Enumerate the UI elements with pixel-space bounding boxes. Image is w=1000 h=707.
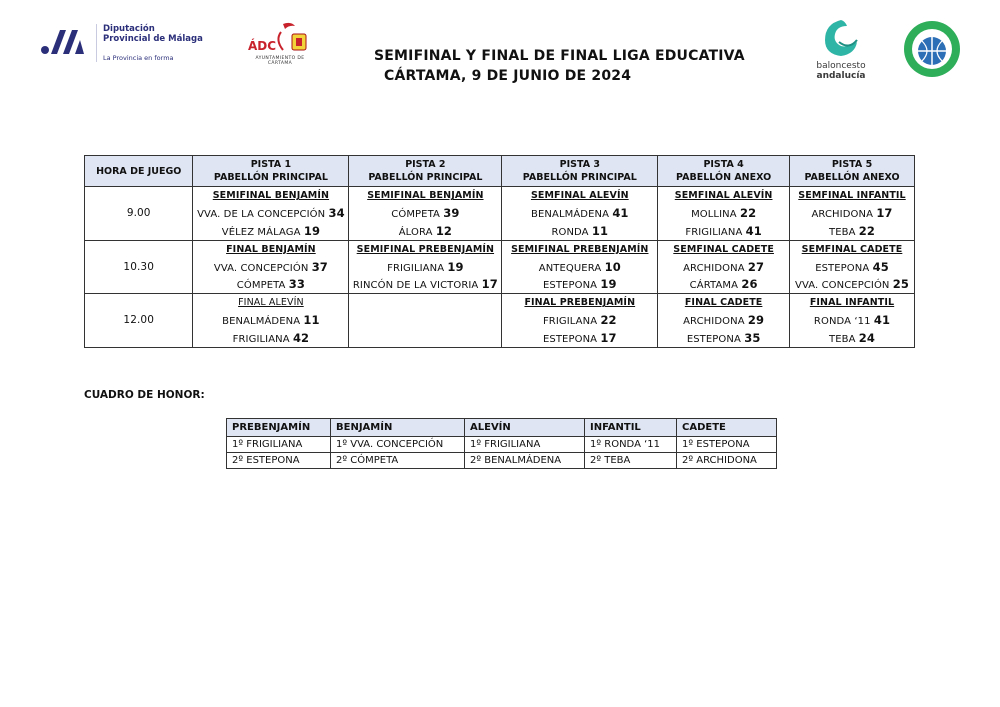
team-score: ESTEPONA 19 bbox=[502, 276, 658, 294]
honor-header: BENJAMÍN bbox=[331, 419, 465, 437]
honor-header-row bbox=[227, 419, 777, 437]
honor-cell: 1º FRIGILIANA bbox=[465, 437, 585, 453]
header-hora: HORA DE JUEGO bbox=[85, 156, 193, 187]
team-score: BENALMÁDENA 41 bbox=[502, 205, 658, 223]
honor-cell: 2º CÓMPETA bbox=[331, 453, 465, 469]
team-score: VVA. CONCEPCIÓN 37 bbox=[193, 258, 349, 276]
baloncesto-andalucia-logo bbox=[810, 18, 872, 80]
match-category: FINAL PREBENJAMÍN bbox=[502, 294, 658, 312]
team-score: TEBA 22 bbox=[790, 222, 915, 240]
team-score: ANTEQUERA 10 bbox=[502, 258, 658, 276]
table-row bbox=[85, 222, 915, 240]
team-score: ESTEPONA 17 bbox=[502, 329, 658, 347]
table-row bbox=[227, 453, 777, 469]
diputacion-logo bbox=[40, 24, 203, 62]
team-score: VVA. CONCEPCIÓN 25 bbox=[790, 276, 915, 294]
team-score bbox=[349, 329, 502, 347]
circular-basketball-logo-icon bbox=[903, 20, 961, 78]
team-score: CÓMPETA 33 bbox=[193, 276, 349, 294]
adc-logo bbox=[245, 20, 315, 66]
honor-cell: 2º BENALMÁDENA bbox=[465, 453, 585, 469]
team-score: BENALMÁDENA 11 bbox=[193, 312, 349, 330]
team-score: ARCHIDONA 17 bbox=[790, 205, 915, 223]
match-category: SEMIFINAL BENJAMÍN bbox=[349, 187, 502, 205]
adc-mark-text: ÁDC bbox=[248, 39, 277, 53]
schedule-table bbox=[84, 155, 915, 348]
honor-header: ALEVÍN bbox=[465, 419, 585, 437]
team-score: FRIGILIANA 41 bbox=[658, 222, 790, 240]
baloncesto-swirl-icon bbox=[819, 18, 863, 58]
honor-title: CUADRO DE HONOR: bbox=[84, 389, 205, 401]
honor-cell: 2º TEBA bbox=[585, 453, 677, 469]
table-row bbox=[85, 294, 915, 312]
table-row bbox=[227, 437, 777, 453]
adc-caption: AYUNTAMIENTO DE CÁRTAMA bbox=[255, 56, 305, 66]
team-score: VÉLEZ MÁLAGA 19 bbox=[193, 222, 349, 240]
team-score: CÁRTAMA 26 bbox=[658, 276, 790, 294]
table-row bbox=[85, 187, 915, 205]
match-category bbox=[349, 294, 502, 312]
honor-cell: 1º FRIGILIANA bbox=[227, 437, 331, 453]
match-category: SEMIFINAL PREBENJAMÍN bbox=[502, 240, 658, 258]
match-category: FINAL BENJAMÍN bbox=[193, 240, 349, 258]
header-pista-4: PISTA 4 PABELLÓN ANEXO bbox=[658, 156, 790, 187]
team-score: CÓMPETA 39 bbox=[349, 205, 502, 223]
table-row bbox=[85, 276, 915, 294]
honor-cell: 2º ESTEPONA bbox=[227, 453, 331, 469]
team-score: ÁLORA 12 bbox=[349, 222, 502, 240]
honor-table bbox=[226, 418, 777, 469]
match-category: SEMIFINAL PREBENJAMÍN bbox=[349, 240, 502, 258]
honor-header: INFANTIL bbox=[585, 419, 677, 437]
honor-cell: 1º VVA. CONCEPCIÓN bbox=[331, 437, 465, 453]
team-score: FRIGILIANA 19 bbox=[349, 258, 502, 276]
title-line-2: CÁRTAMA, 9 DE JUNIO DE 2024 bbox=[384, 68, 632, 84]
match-category: SEMIFINAL BENJAMÍN bbox=[193, 187, 349, 205]
honor-cell: 2º ARCHIDONA bbox=[677, 453, 777, 469]
team-score: RINCÓN DE LA VICTORIA 17 bbox=[349, 276, 502, 294]
team-score: VVA. DE LA CONCEPCIÓN 34 bbox=[193, 205, 349, 223]
team-score: FRIGILANA 22 bbox=[502, 312, 658, 330]
header-pista-5: PISTA 5 PABELLÓN ANEXO bbox=[790, 156, 915, 187]
honor-cell: 1º RONDA ‘11 bbox=[585, 437, 677, 453]
team-score: ARCHIDONA 27 bbox=[658, 258, 790, 276]
time-slot: 12.00 bbox=[85, 294, 193, 348]
honor-header: PREBENJAMÍN bbox=[227, 419, 331, 437]
header-pista-3: PISTA 3 PABELLÓN PRINCIPAL bbox=[502, 156, 658, 187]
match-category: SEMFINAL ALEVÍN bbox=[658, 187, 790, 205]
team-score: TEBA 24 bbox=[790, 329, 915, 347]
team-score: RONDA ‘11 41 bbox=[790, 312, 915, 330]
header-pista-2: PISTA 2 PABELLÓN PRINCIPAL bbox=[349, 156, 502, 187]
andalucia-word: andalucía bbox=[816, 71, 866, 81]
table-row bbox=[85, 312, 915, 330]
table-row bbox=[85, 258, 915, 276]
team-score: ESTEPONA 45 bbox=[790, 258, 915, 276]
table-row bbox=[85, 205, 915, 223]
team-score: RONDA 11 bbox=[502, 222, 658, 240]
team-score: ESTEPONA 35 bbox=[658, 329, 790, 347]
table-row bbox=[85, 240, 915, 258]
team-score bbox=[349, 312, 502, 330]
table-row bbox=[85, 329, 915, 347]
team-score: ARCHIDONA 29 bbox=[658, 312, 790, 330]
diputacion-name: Diputación Provincial de Málaga bbox=[103, 24, 203, 44]
diputacion-tagline: La Provincia en forma bbox=[103, 54, 174, 62]
match-category: SEMFINAL ALEVÍN bbox=[502, 187, 658, 205]
header-pista-1: PISTA 1 PABELLÓN PRINCIPAL bbox=[193, 156, 349, 187]
time-slot: 10.30 bbox=[85, 240, 193, 294]
match-category: FINAL CADETE bbox=[658, 294, 790, 312]
team-score: MOLLINA 22 bbox=[658, 205, 790, 223]
match-category: SEMFINAL INFANTIL bbox=[790, 187, 915, 205]
honor-header: CADETE bbox=[677, 419, 777, 437]
honor-cell: 1º ESTEPONA bbox=[677, 437, 777, 453]
match-category: FINAL INFANTIL bbox=[790, 294, 915, 312]
time-slot: 9.00 bbox=[85, 187, 193, 241]
team-score: FRIGILIANA 42 bbox=[193, 329, 349, 347]
baloncesto-word: baloncesto bbox=[816, 61, 866, 71]
title-line-1: SEMIFINAL Y FINAL DE FINAL LIGA EDUCATIVA bbox=[374, 48, 745, 64]
match-category: SEMFINAL CADETE bbox=[658, 240, 790, 258]
adc-emblem-icon bbox=[245, 20, 315, 56]
schedule-header-row bbox=[85, 156, 915, 187]
diputacion-mark-icon bbox=[40, 26, 86, 56]
match-category: FINAL ALEVÍN bbox=[193, 294, 349, 312]
page-title bbox=[374, 46, 745, 86]
match-category: SEMFINAL CADETE bbox=[790, 240, 915, 258]
